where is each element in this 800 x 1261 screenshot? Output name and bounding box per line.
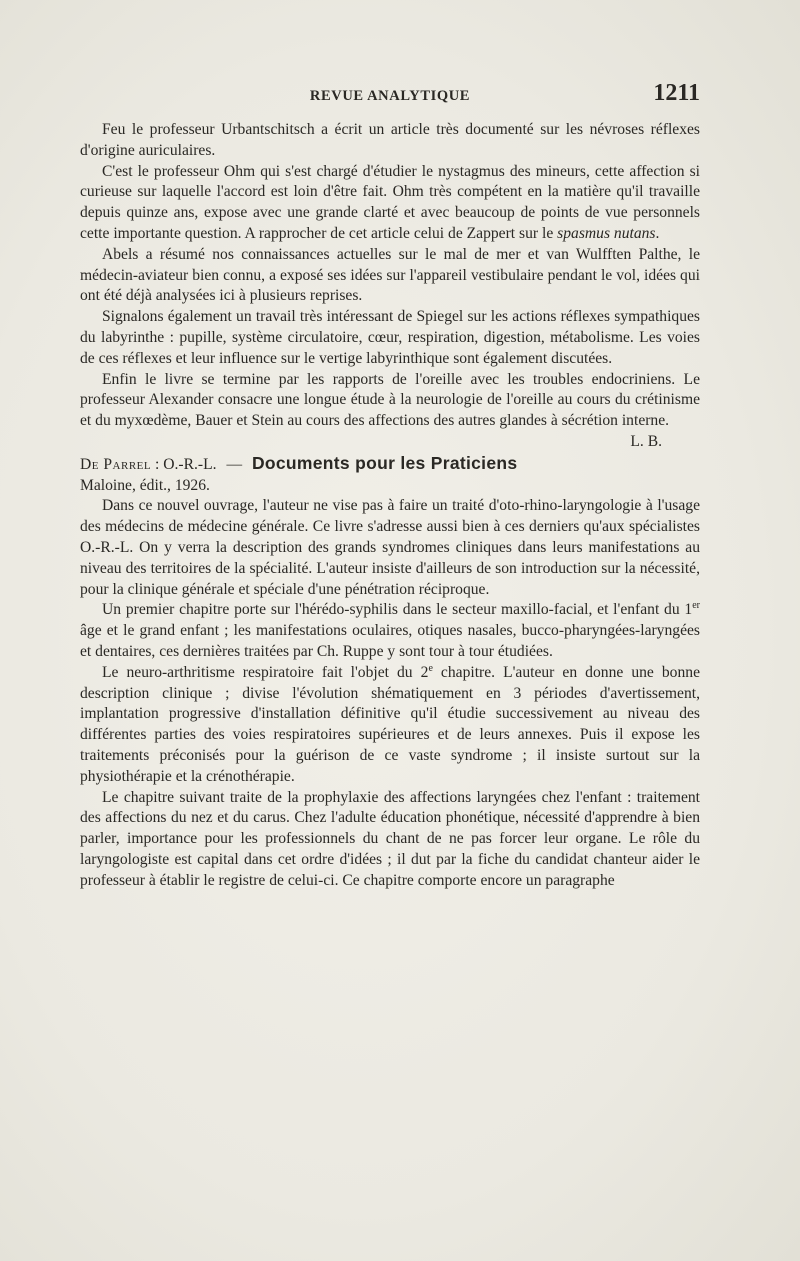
paragraph: Dans ce nouvel ouvrage, l'auteur ne vise pas à faire un traité d'oto-rhino-laryngologie à l'usage des médecins de médecine générale. Ce livre s'adresse aussi bien à ces derniers qu'aux spécialistes O.-R.-L. On y verra la description des grands syndromes cliniques dans leurs manifestations au niveau des territoires de la spécialité. L'auteur insiste d'ailleurs de son introduction sur la nécessité, pour la clinique générale et spéciale d'une pénétration réciproque.	[80, 497, 700, 598]
paragraph-text: Un premier chapitre porte sur l'hérédo-syphilis dans le secteur maxillo-facial, et l'enfant du 1	[102, 601, 693, 619]
review-author: De Parrel	[80, 455, 152, 473]
paragraph	[80, 663, 700, 788]
review-specialty: O.-R.-L.	[163, 455, 217, 473]
ordinal-superscript: e	[428, 662, 433, 674]
running-title: REVUE ANALYTIQUE	[309, 88, 471, 104]
review-section-1	[80, 120, 700, 453]
running-head	[80, 80, 700, 108]
publisher: Maloine, édit., 1926.	[80, 476, 210, 494]
paragraph: C'est le professeur Ohm qui s'est chargé d'étudier le nystagmus des mineurs, cette affection si curieuse sur laquelle l'accord est loin d'être fait. Ohm très compétent en la matière qu'il travaille depuis quinze ans, expose avec une grande clarté et avec beaucoup de points de vue personnels cette importante question. A rapprocher de cet article celui de Zappert sur le spasmus nutans.	[80, 162, 700, 242]
heading-dash: —	[226, 455, 243, 473]
review-signature: L. B.	[630, 432, 662, 450]
paragraph-text: chapitre. L'auteur en donne une bonne description clinique ; divise l'évolution shématiquement en 3 périodes d'avertissement, implantation progressive d'installation définitive qu'il étudie successivement au niveau des différentes parties des voies respiratoires supérieures et de leurs annexes. Puis il expose les traitements préconisés pour la guérison de ce vaste syndrome ; il insiste surtout sur la physiothérapie et la crénothérapie.	[80, 663, 700, 785]
paragraph: Abels a résumé nos connaissances actuelles sur le mal de mer et van Wulfften Palthe, le médecin-aviateur bien connu, a exposé ses idées sur l'appareil vestibulaire pendant le vol, idées qui ont été déjà analysées ici à plusieurs reprises.	[80, 245, 700, 305]
paragraph: Le chapitre suivant traite de la prophylaxie des affections laryngées chez l'enfant : traitement des affections du nez et du carus. Chez l'adulte éducation phonétique, nécessité d'apprendre à bien parler, importance pour les professionnels du chant de ne pas forcer leur organe. Le rôle du laryngologiste est capital dans cet ordre d'idées ; il dut par la fiche du candidat chanteur aider le professeur à établir le registre de celui-ci. Ce chapitre comporte encore un paragraphe	[80, 788, 700, 889]
paragraph-text: âge et le grand enfant ; les manifestations oculaires, otiques nasales, bucco-pharyngées-laryngées et dentaires, ces dernières traitées par Ch. Ruppe y sont tour à tour étudiées.	[80, 622, 700, 660]
italic-term: spasmus nutans	[557, 224, 656, 242]
book-title: Documents pour les Praticiens	[251, 452, 518, 473]
paragraph: Enfin le livre se termine par les rapports de l'oreille avec les troubles endocriniens. Le professeur Alexander consacre une longue étude à la neurologie de l'oreille au cours du crétinisme et du myxœdème, Bauer et Stein au cours des affections des autres glandes à sécrétion interne.	[80, 370, 700, 430]
page-number: 1211	[653, 80, 700, 106]
paragraph-text: C'est le professeur Ohm qui s'est chargé d'étudier le nystagmus des mineurs, cette affection si curieuse sur laquelle l'accord est loin d'être fait. Ohm très compétent en la matière qu'il travaille depuis quinze ans, expose avec une grande clarté et avec beaucoup de points de vue personnels cette importante question. A rapprocher de cet article celui de Zappert sur le	[80, 162, 700, 242]
review-section-2	[80, 496, 700, 891]
paragraph-text: Le neuro-arthritisme respiratoire fait l'objet du 2	[102, 663, 429, 681]
review-heading	[80, 453, 700, 497]
paragraph: Signalons également un travail très intéressant de Spiegel sur les actions réflexes sympathiques du labyrinthe : pupille, système circulatoire, cœur, respiration, digestion, métabolisme. Les voies de ces réflexes et leur influence sur le vertige labyrinthique sont également discutées.	[80, 308, 700, 367]
paragraph	[80, 600, 700, 662]
ordinal-superscript: er	[692, 600, 700, 612]
body-text	[80, 120, 700, 891]
author-suffix: :	[155, 455, 160, 473]
paragraph: Feu le professeur Urbantschitsch a écrit un article très documenté sur les névroses réflexes d'origine auriculaires.	[80, 121, 700, 159]
